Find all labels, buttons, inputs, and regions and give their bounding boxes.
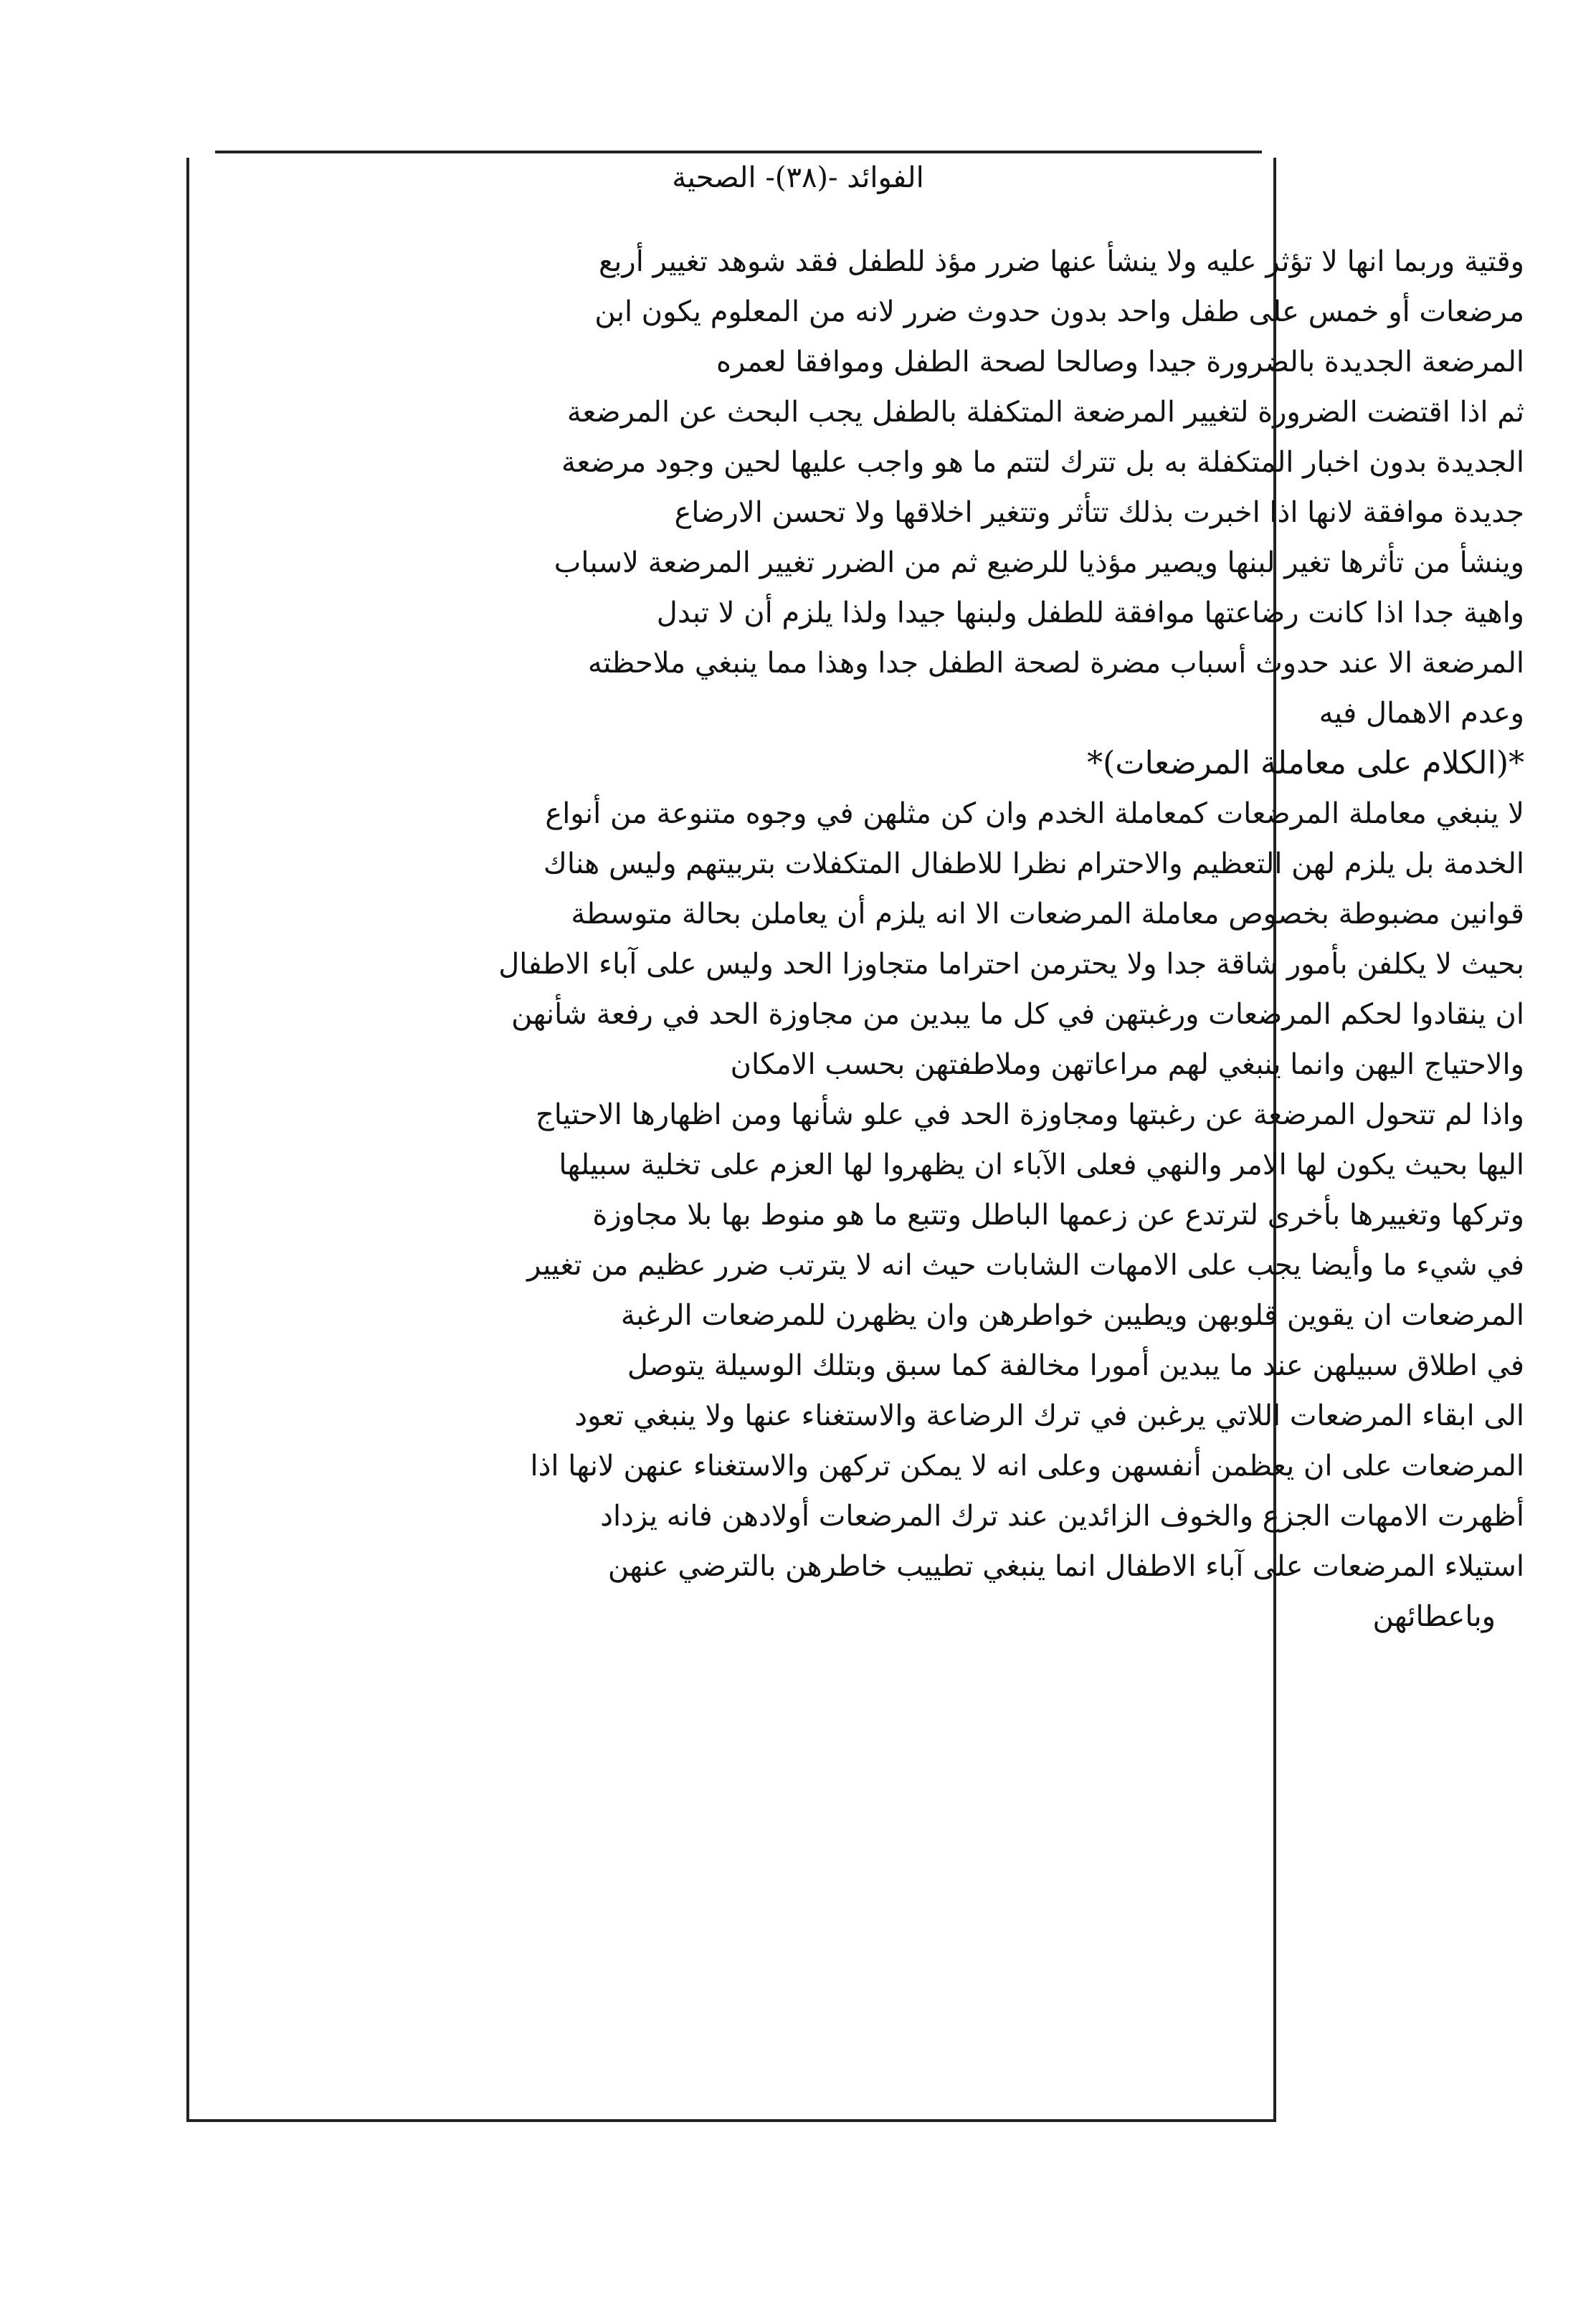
text-line: الخدمة بل يلزم لهن التعظيم والاحترام نظرا للاطفال المتكفلات بتربيتهم وليس هناك: [543, 847, 1524, 880]
paragraph-3: [72, 789, 1524, 1090]
text-line: والاحتياج اليهن وانما ينبغي لهم مراعاتهن وملاطفتهن بحسب الامكان: [730, 1048, 1524, 1081]
text-line: وباعطائهن: [1372, 1600, 1496, 1633]
text-line: قوانين مضبوطة بخصوص معاملة المرضعات الا انه يلزم أن يعاملن بحالة متوسطة: [571, 898, 1524, 931]
text-line: اليها بحيث يكون لها الامر والنهي فعلى الآباء ان يظهروا لها العزم على تخلية سبيلها: [559, 1148, 1524, 1181]
text-line: في اطلاق سبيلهن عند ما يبدين أمورا مخالفة كما سبق وبتلك الوسيلة يتوصل: [627, 1349, 1524, 1382]
text-line: استيلاء المرضعات على آباء الاطفال انما ينبغي تطييب خاطرهن بالترضي عنهن: [607, 1550, 1524, 1583]
paragraph-4: [72, 1090, 1524, 1642]
text-line: وقتية وربما انها لا تؤثر عليه ولا ينشأ عنها ضرر مؤذ للطفل فقد شوهد تغيير أربع: [598, 245, 1524, 278]
section-title: *(الكلام على معاملة المرضعات)*: [1087, 745, 1524, 781]
top-rule: [215, 151, 1262, 153]
text-line: المرضعة الجديدة بالضرورة جيدا وصالحا لصحة الطفل وموافقا لعمره: [716, 346, 1524, 379]
text-line: ان ينقادوا لحكم المرضعات ورغبتهن في كل ما يبدين من مجاوزة الحد في رفعة شأنهن: [511, 998, 1524, 1031]
text-line: وينشأ من تأثرها تغير لبنها ويصير مؤذيا للرضيع ثم من الضرر تغيير المرضعة لاسباب: [554, 546, 1524, 579]
text-line: بحيث لا يكلفن بأمور شاقة جدا ولا يحترمن احتراما متجاوزا الحد وليس على آباء الاطفال: [498, 948, 1524, 981]
text-line: مرضعات أو خمس على طفل واحد بدون حدوث ضرر لانه من المعلوم يكون ابن: [594, 295, 1524, 328]
page-header: الفوائد -(٣٨)- الصحية: [672, 161, 924, 194]
text-line: واذا لم تتحول المرضعة عن رغبتها ومجاوزة الحد في علو شأنها ومن اظهارها الاحتياج: [535, 1098, 1524, 1131]
paragraph-1: [72, 237, 1524, 387]
paragraph-2: [72, 387, 1524, 738]
section-heading: [72, 738, 1524, 789]
text-line: المرضعات على ان يعظمن أنفسهن وعلى انه لا يمكن تركهن والاستغناء عنهن لانها اذا: [530, 1450, 1524, 1483]
text-line: ثم اذا اقتضت الضرورة لتغيير المرضعة المتكفلة بالطفل يجب البحث عن المرضعة: [566, 396, 1524, 429]
text-line: أظهرت الامهات الجزع والخوف الزائدين عند ترك المرضعات أولادهن فانه يزداد: [600, 1500, 1524, 1533]
text-line: وعدم الاهمال فيه: [1319, 697, 1524, 730]
text-line: الى ابقاء المرضعات اللاتي يرغبن في ترك الرضاعة والاستغناء عنها ولا ينبغي تعود: [574, 1399, 1524, 1432]
text-line: لا ينبغي معاملة المرضعات كمعاملة الخدم وان كن مثلهن في وجوه متنوعة من أنواع: [545, 797, 1524, 830]
text-line: المرضعات ان يقوين قلوبهن ويطيبن خواطرهن وان يظهرن للمرضعات الرغبة: [620, 1299, 1524, 1332]
text-line: في شيء ما وأيضا يجب على الامهات الشابات حيث انه لا يترتب ضرر عظيم من تغيير: [527, 1249, 1524, 1282]
text-line: وتركها وتغييرها بأخرى لترتدع عن زعمها الباطل وتتبع ما هو منوط بها بلا مجاوزة: [592, 1199, 1524, 1232]
text-line: الجديدة بدون اخبار المتكفلة به بل تترك لتتم ما هو واجب عليها لحين وجود مرضعة: [561, 446, 1524, 479]
text-line: جديدة موافقة لانها اذا اخبرت بذلك تتأثر وتتغير اخلاقها ولا تحسن الارضاع: [674, 496, 1524, 529]
text-line: واهية جدا اذا كانت رضاعتها موافقة للطفل ولبنها جيدا ولذا يلزم أن لا تبدل: [656, 596, 1524, 629]
text-line: المرضعة الا عند حدوث أسباب مضرة لصحة الطفل جدا وهذا مما ينبغي ملاحظته: [587, 647, 1524, 680]
